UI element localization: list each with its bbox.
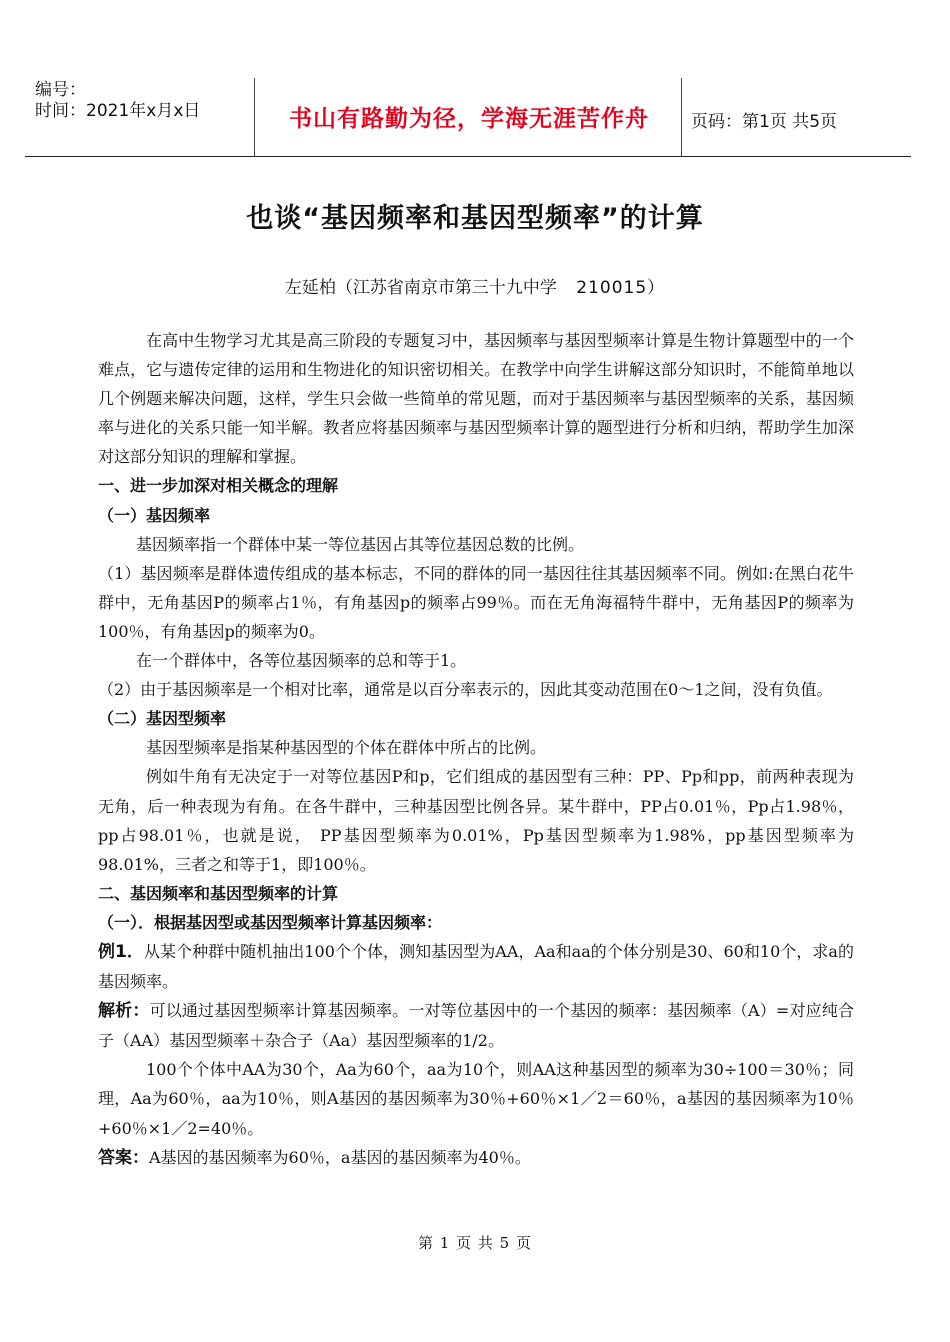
subsection-heading: （一）．根据基因型或基因型频率计算基因频率： <box>98 912 443 932</box>
author-postcode: 210015） <box>576 278 666 298</box>
header-page-info: 页码：第1页 共5页 <box>691 112 838 132</box>
header-meta <box>35 80 265 122</box>
article-author <box>0 273 950 298</box>
article-body <box>98 326 854 1173</box>
author-name: 左延柏（江苏省南京市第三十九中学 <box>284 278 557 298</box>
header-divider <box>681 78 682 156</box>
page-footer: 第 1 页 共 5 页 <box>418 1234 532 1252</box>
article-title: 也谈“基因频率和基因型频率”的计算 <box>246 203 704 234</box>
body-paragraph: 例如牛角有无决定于一对等位基因P和p，它们组成的基因型有三种：PP、Pp和pp，前两种表现为无角，后一种表现为有角。在各牛群中，三种基因型比例各异。某牛群中，PP占0.01％，Pp占1.98％，pp占98.01％，也就是说， PP基因型频率为0.01%，Pp基因型频率为1.98%，pp基因型频率为98.01%，三者之和等于1，即100％。 <box>98 767 854 874</box>
answer-label: 答案： <box>98 1147 149 1168</box>
subsection-heading: （一）基因频率 <box>98 505 211 525</box>
analysis-text: 可以通过基因型频率计算基因频率。一对等位基因中的一个基因的频率：基因频率（A）=对应纯合子（AA）基因型频率＋杂合子（Aa）基因型频率的1/2。 <box>98 1001 855 1051</box>
date-label: 时间：2021年x月x日 <box>35 101 201 121</box>
body-paragraph: 在一个群体中，各等位基因频率的总和等于1。 <box>136 651 467 671</box>
definition-paragraph: 基因型频率是指某种基因型的个体在群体中所占的比例。 <box>146 738 547 758</box>
body-paragraph: （1）基因频率是群体遗传组成的基本标志，不同的群体的同一基因往往其基因频率不同。例如:在黑白花牛群中，无角基因P的频率占1％，有角基因p的频率占99％。而在无角海福特牛群中，无角基因P的频率为100％，有角基因p的频率为0。 <box>98 563 854 641</box>
subsection-heading: （二）基因型频率 <box>98 709 227 729</box>
answer-text: A基因的基因频率为60％，a基因的基因频率为40％。 <box>149 1147 531 1167</box>
intro-paragraph: 在高中生物学习尤其是高三阶段的专题复习中，基因频率与基因型频率计算是生物计算题型中的一个难点，它与遗传定律的运用和生物进化的知识密切相关。在教学中向学生讲解这部分知识时，不能简单地以几个例题来解决问题，这样，学生只会做一些简单的常见题，而对于基因频率与基因型频率的关系，基因频率与进化的关系只能一知半解。教者应将基因频率与基因型频率计算的题型进行分析和归纳，帮助学生加深对这部分知识的理解和掌握。 <box>98 331 854 467</box>
analysis-paragraph <box>98 996 854 1055</box>
serial-number-label: 编号： <box>35 80 86 100</box>
analysis-label: 解析： <box>98 1001 150 1022</box>
header-divider <box>254 78 255 156</box>
section-heading: 二、基因频率和基因型频率的计算 <box>98 883 339 903</box>
section-heading: 一、进一步加深对相关概念的理解 <box>98 476 339 496</box>
header-motto: 书山有路勤为径，学海无涯苦作舟 <box>289 106 649 132</box>
analysis-paragraph: 100个个体中AA为30个，Aa为60个，aa为10个，则AA这种基因型的频率为30÷100＝30％；同理，Aa为60％，aa为10％，则A基因的基因频率为30％+60％×1／2＝60％，a基因的基因频率为10％+60％×1／2=40％。 <box>98 1060 854 1138</box>
example-text: 从某个种群中随机抽出100个个体，测知基因型为AA，Aa和aa的个体分别是30、60和10个，求a的基因频率。 <box>98 941 854 992</box>
body-paragraph: （2）由于基因频率是一个相对比率，通常是以百分率表示的，因此其变动范围在0～1之间，没有负值。 <box>98 680 833 700</box>
example-label: 例1． <box>98 941 144 962</box>
document-header <box>25 78 911 157</box>
definition-paragraph: 基因频率指一个群体中某一等位基因占其等位基因总数的比例。 <box>136 534 585 554</box>
answer-paragraph <box>98 1143 854 1173</box>
example-paragraph <box>98 937 854 996</box>
